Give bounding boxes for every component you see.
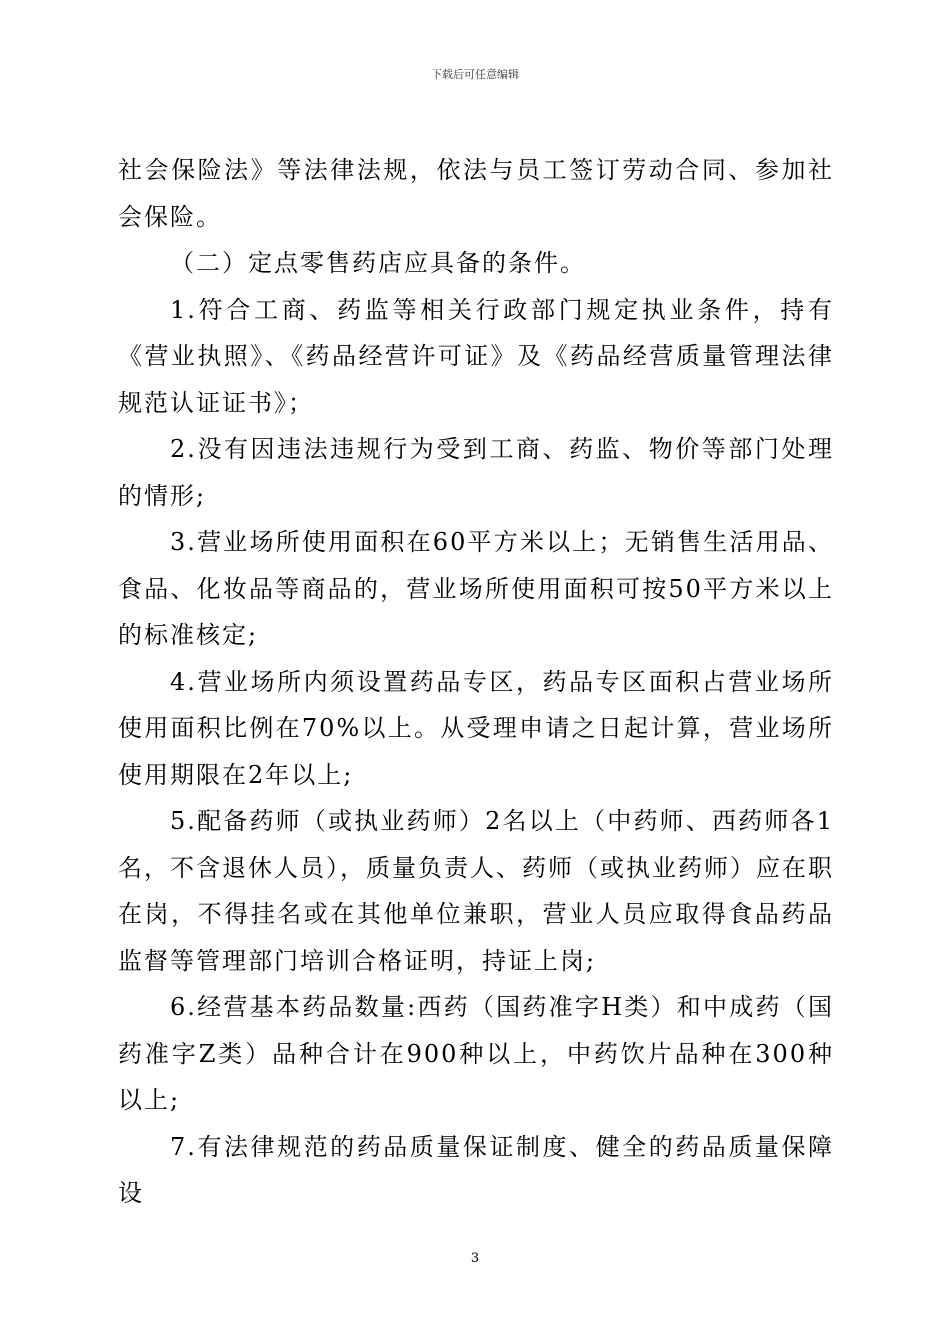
paragraph-item-5: 5.配备药师（或执业药师）2名以上（中药师、西药师各1名，不含退休人员），质量负责人、药师（或执业药师）应在职在岗，不得挂名或在其他单位兼职，营业人员应取得食品药品监督等管理部门培训合格证明，持证上岗; (118, 807, 834, 975)
page-number: 3 (470, 1251, 480, 1266)
paragraph-item-7: 7.有法律规范的药品质量保证制度、健全的药品质量保障设 (118, 1132, 834, 1207)
paragraph-item-3: 3.营业场所使用面积在60平方米以上；无销售生活用品、食品、化妆品等商品的，营业场所使用面积可按50平方米以上的标准核定; (118, 528, 834, 649)
paragraph-item-1: 1.符合工商、药监等相关行政部门规定执业条件，持有《营业执照》、《药品经营许可证》及《药品经营质量管理法律规范认证证书》； (118, 295, 834, 417)
document-body (118, 147, 834, 1217)
paragraph-continuation: 社会保险法》等法律法规，依法与员工签订劳动合同、参加社会保险。 (118, 156, 834, 231)
paragraph-item-4: 4.营业场所内须设置药品专区，药品专区面积占营业场所使用面积比例在70%以上。从受理申请之日起计算，营业场所使用期限在2年以上; (118, 667, 834, 789)
header-note: 下载后可任意编辑 (431, 68, 519, 81)
section-heading: （二）定点零售药店应具备的条件。 (170, 249, 586, 277)
paragraph-item-2: 2.没有因违法违规行为受到工商、药监、物价等部门处理的情形; (118, 435, 834, 510)
paragraph-item-6: 6.经营基本药品数量:西药（国药准字H类）和中成药（国药准字Z类）品种合计在900种以上，中药饮片品种在300种以上; (118, 993, 834, 1114)
